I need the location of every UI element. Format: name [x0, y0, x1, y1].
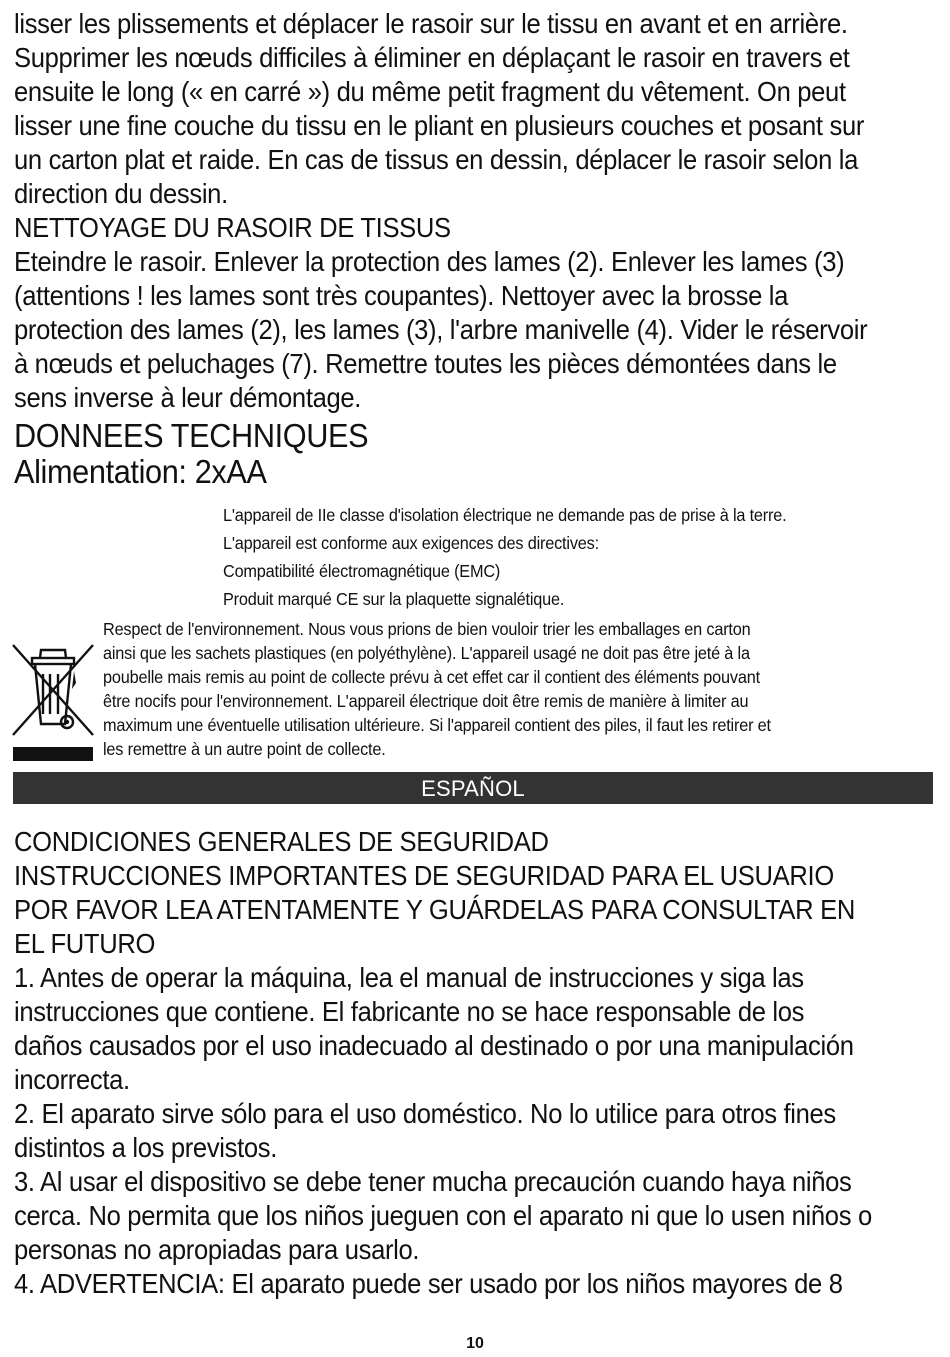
- cleaning-line: protection des lames (2), les lames (3), l'arbre manivelle (4). Vider le réservoir: [14, 314, 868, 345]
- environment-line: être nocifs pour l'environnement. L'appareil électrique doit être remis de manière à limiter au: [103, 691, 749, 711]
- es-line: 3. Al usar el dispositivo se debe tener mucha precaución cuando haya niños: [14, 1166, 852, 1197]
- es-line: incorrecta.: [14, 1064, 130, 1095]
- environment-line: poubelle mais remis au point de collecte prévu à cet effet car il contient des éléments pouvant: [103, 667, 760, 687]
- es-line: daños causados por el uso inadecuado al destinado o por una manipulación: [14, 1030, 854, 1061]
- es-line: distintos a los previstos.: [14, 1132, 278, 1163]
- technical-data-heading: DONNEES TECHNIQUES: [14, 417, 369, 454]
- page-number: 10: [466, 1335, 484, 1352]
- fr-intro-line: un carton plat et raide. En cas de tissus en dessin, déplacer le rasoir selon la: [14, 144, 859, 175]
- compliance-line: L'appareil de IIe classe d'isolation électrique ne demande pas de prise à la terre.: [223, 505, 787, 525]
- compliance-line: L'appareil est conforme aux exigences des directives:: [223, 533, 599, 553]
- cleaning-line: (attentions ! les lames sont très coupantes). Nettoyer avec la brosse la: [14, 280, 789, 311]
- es-line: 4. ADVERTENCIA: El aparato puede ser usado por los niños mayores de 8: [14, 1268, 843, 1299]
- language-label: ESPAÑOL: [421, 776, 525, 801]
- environment-line: les remettre à un autre point de collecte.: [103, 739, 386, 759]
- es-line: 1. Antes de operar la máquina, lea el manual de instrucciones y siga las: [14, 962, 804, 993]
- fr-intro-line: lisser une fine couche du tissu en le pliant en plusieurs couches et posant sur: [14, 110, 865, 141]
- cleaning-line: Eteindre le rasoir. Enlever la protection des lames (2). Enlever les lames (3): [14, 246, 845, 277]
- environment-line: maximum une éventuelle utilisation ultérieure. Si l'appareil contient des piles, il faut les retirer et: [103, 715, 771, 735]
- fr-intro-line: lisser les plissements et déplacer le rasoir sur le tissu en avant et en arrière.: [14, 8, 848, 39]
- es-line: cerca. No permita que los niños jueguen con el aparato ni que lo usen niños o: [14, 1200, 872, 1231]
- es-line: CONDICIONES GENERALES DE SEGURIDAD: [14, 826, 549, 857]
- power-supply: Alimentation: 2xAA: [14, 453, 267, 490]
- fr-intro-line: direction du dessin.: [14, 178, 228, 209]
- language-section-bar: [13, 772, 933, 804]
- es-line: EL FUTURO: [14, 928, 156, 959]
- fr-intro-line: ensuite le long (« en carré ») du même petit fragment du vêtement. On peut: [14, 76, 846, 107]
- cleaning-heading: NETTOYAGE DU RASOIR DE TISSUS: [14, 212, 451, 243]
- es-line: personas no apropiadas para usarlo.: [14, 1234, 420, 1265]
- environment-line: Respect de l'environnement. Nous vous prions de bien vouloir trier les emballages en carton: [103, 619, 751, 639]
- environment-line: ainsi que les sachets plastiques (en polyéthylène). L'appareil usagé ne doit pas être jeté à la: [103, 643, 750, 663]
- cleaning-line: sens inverse à leur démontage.: [14, 382, 362, 413]
- compliance-line: Produit marqué CE sur la plaquette signalétique.: [223, 589, 565, 609]
- es-line: POR FAVOR LEA ATENTAMENTE Y GUÁRDELAS PARA CONSULTAR EN: [14, 894, 855, 925]
- fr-intro-line: Supprimer les nœuds difficiles à éliminer en déplaçant le rasoir en travers et: [14, 42, 850, 73]
- crossed-out-wheelie-bin-icon: [10, 640, 96, 740]
- compliance-line: Compatibilité électromagnétique (EMC): [223, 561, 501, 581]
- es-line: INSTRUCCIONES IMPORTANTES DE SEGURIDAD PARA EL USUARIO: [14, 860, 834, 891]
- es-line: instrucciones que contiene. El fabricante no se hace responsable de los: [14, 996, 805, 1027]
- es-line: 2. El aparato sirve sólo para el uso doméstico. No lo utilice para otros fines: [14, 1098, 836, 1129]
- cleaning-line: à nœuds et peluchages (7). Remettre toutes les pièces démontées dans le: [14, 348, 837, 379]
- weee-black-bar: [13, 747, 93, 761]
